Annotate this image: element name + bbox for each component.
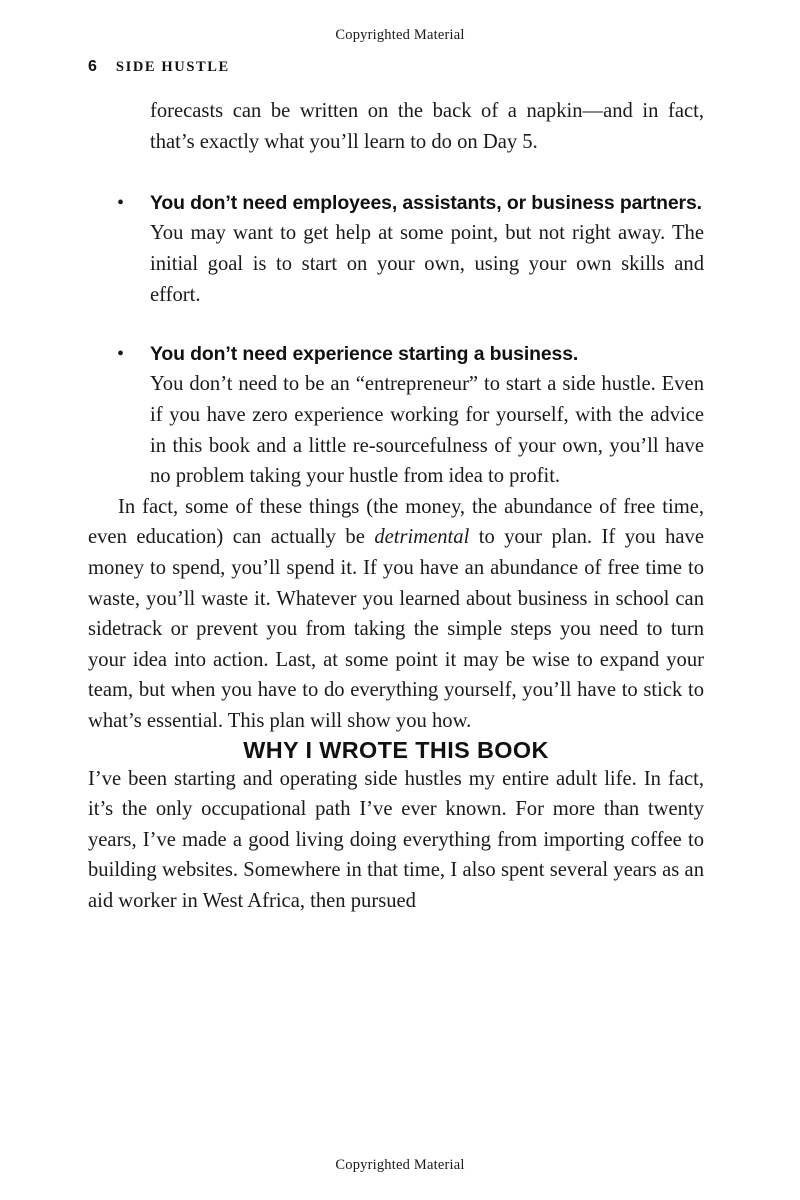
list-item-body: You don’t need to be an “entrepreneur” to start a side hustle. Even if you have zero experience working for yourself, with the advice in this book and a little re-sourcefulness of your own, you’ll have no problem taking your hustle from idea to profit.: [150, 373, 704, 488]
list-item-heading: You don’t need employees, assistants, or business partners.: [150, 192, 702, 215]
continued-paragraph: forecasts can be written on the back of a napkin—and in fact, that’s exactly what you’ll learn to do on Day 5.: [150, 100, 704, 153]
paragraph-text-part2: to your plan. If you have money to spend, you’ll spend it. If you have an abundance of free time to waste, you’ll waste it. Whatever you learned about business in school can sidetrack or prevent you from taking the simple steps you need to turn your idea into action. Last, at some point it may be wise to expand your team, but when you have to do everything yourself, you’ll have to stick to what’s essential. This plan will show you how.: [88, 526, 704, 732]
copyright-notice-bottom: Copyrighted Material: [335, 1157, 465, 1173]
bullet-list: [88, 188, 704, 492]
paragraph-after-bullets: [88, 492, 704, 737]
section-paragraph: I’ve been starting and operating side hustles my entire adult life. In fact, it’s the only occupational path I’ve ever known. For more than twenty years, I’ve made a good living doing everything from importing coffee to building websites. Somewhere in that time, I also spent several years as an aid worker in West Africa, then pursued: [88, 767, 704, 912]
copyright-notice-top: Copyrighted Material: [335, 27, 465, 43]
page-number: 6: [88, 58, 97, 75]
book-title: SIDE HUSTLE: [115, 59, 230, 75]
bullet-icon: •: [117, 192, 125, 215]
list-item-body: You may want to get help at some point, but not right away. The initial goal is to start on your own, using your own skills and effort.: [150, 222, 704, 306]
paragraph-text-part1: In fact, some of these things (the money, the abundance of free time, even education) can actually be: [88, 495, 704, 549]
emphasis-detrimental: detrimental: [374, 526, 470, 549]
running-head: [88, 58, 230, 76]
list-item: [117, 188, 704, 310]
list-item: [117, 339, 704, 492]
list-item-heading: You don’t need experience starting a business.: [150, 343, 579, 366]
bullet-icon: •: [117, 343, 125, 366]
page-content: [88, 96, 704, 916]
continued-paragraph-block: [150, 96, 704, 157]
section-heading: WHY I WROTE THIS BOOK: [243, 736, 549, 763]
